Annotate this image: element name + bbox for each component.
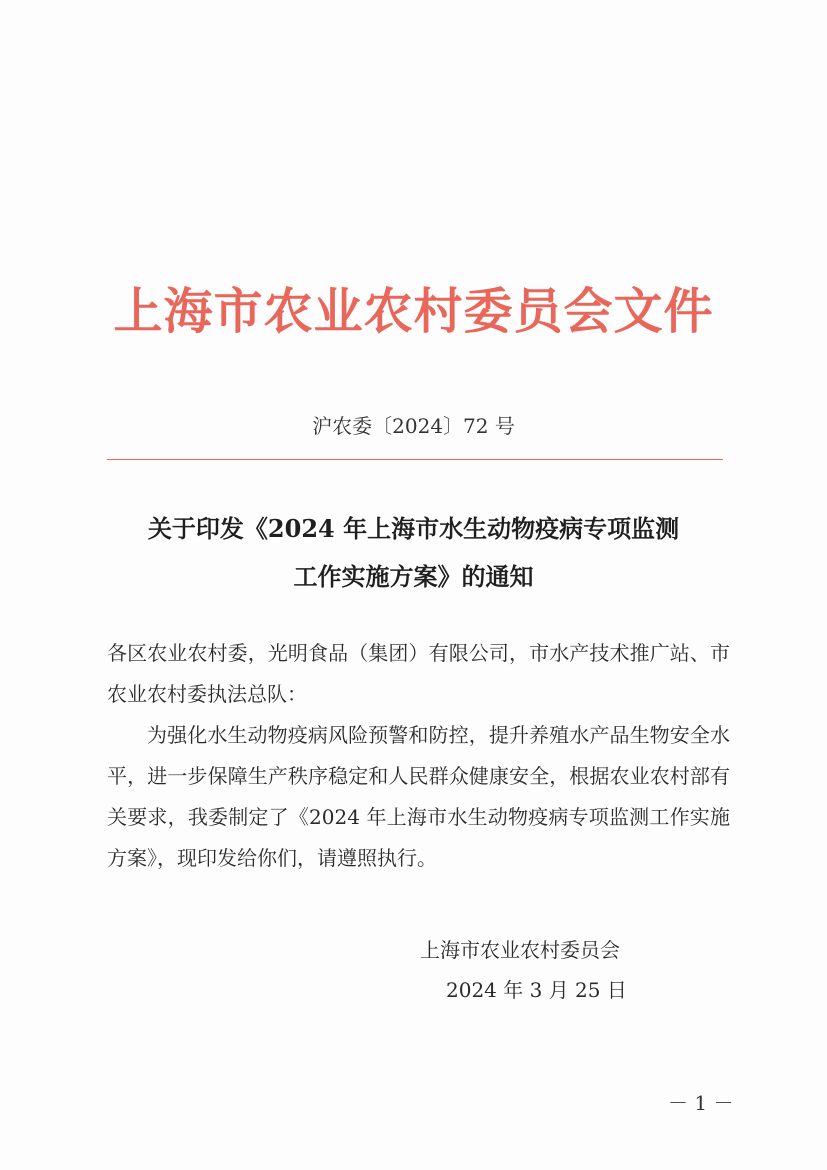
document-masthead: 上海市农业农村委员会文件 xyxy=(113,282,714,340)
title-line-1: 关于印发《2024 年上海市水生动物疫病专项监测 xyxy=(147,514,680,543)
signature-block xyxy=(420,930,680,1010)
recipients-paragraph: 各区农业农村委，光明食品（集团）有限公司，市水产技术推广站、市农业农村委执法总队： xyxy=(107,641,730,706)
main-paragraph: 为强化水生动物疫病风险预警和防控，提升养殖水产品生物安全水平，进一步保障生产秩序稳定和人民群众健康安全，根据农业农村部有关要求，我委制定了《2024 年上海市水生动物疫病专项监测工作实施方案》，现印发给你们，请遵照执行。 xyxy=(107,723,730,870)
document-number: 沪农委〔2024〕72 号 xyxy=(312,414,515,438)
red-separator-line xyxy=(107,459,723,460)
document-title xyxy=(0,505,827,601)
page-number: － 1 － xyxy=(668,1091,734,1115)
title-line-2: 工作实施方案》的通知 xyxy=(293,562,534,591)
document-body xyxy=(107,633,730,879)
issuer-name: 上海市农业农村委员会 xyxy=(420,938,620,962)
issue-date: 2024 年 3 月 25 日 xyxy=(446,978,627,1002)
